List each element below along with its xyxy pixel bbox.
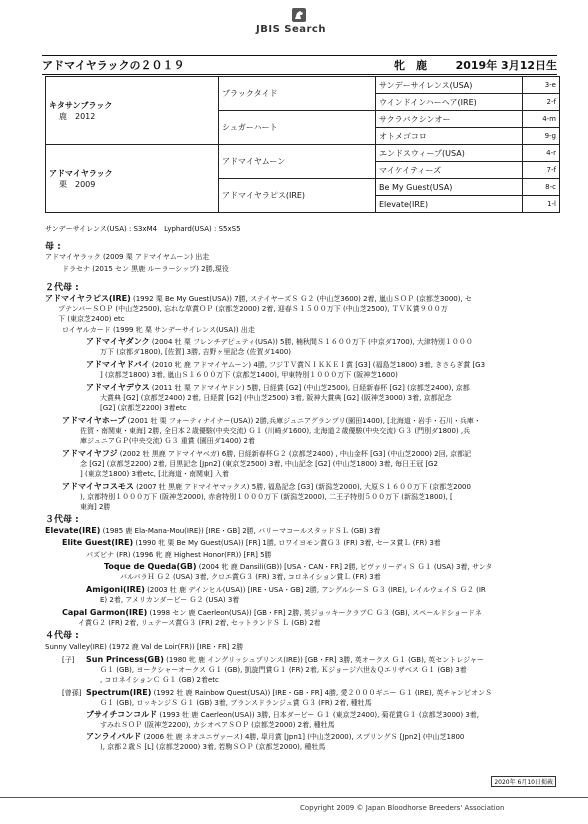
record-line: [86, 550, 272, 560]
record-text: ] (東京芝1800) 3着etc, [北海道・南関東] 入着: [80, 470, 229, 478]
record-text: (1993 牡 鹿 Caerleon(USA)) 3勝, 日本ダービー Ｇ１ (東京芝2400), 菊花賞Ｇ１ (京都芝3000) 3着,: [157, 711, 480, 719]
record-line: [100, 665, 467, 675]
record-text: (2004 牝 鹿 Dansili(GB)) [USA・CAN・FR] 2勝, ビヴァリーディＳ Ｇ１ (USA) 3着, サンタ: [196, 563, 493, 571]
record-text: すみれＳＯＰ (阪神芝2200), カシオペアＳＯＰ (京都芝2000) 2着, 種牡馬: [100, 721, 335, 729]
record-text: [曾孫]: [62, 689, 82, 697]
gen3-name[interactable]: マイケイティーズ: [376, 162, 523, 179]
dam-dam-cell[interactable]: アドマイヤラピス(IRE): [219, 179, 376, 213]
gen3-name[interactable]: サンデーサイレンス(USA): [376, 77, 523, 94]
record-line: [100, 393, 452, 403]
record-text: ), 京都特別１０００万下 (阪神芝2000), 赤倉特別１０００万下 (新潟芝2000), 二王子特別５００万下 (新潟芝1800), [: [80, 493, 453, 501]
gen3-name[interactable]: Elevate(IRE): [376, 196, 523, 213]
record-text: [G2] (京都芝2200) 3着etc: [100, 404, 187, 412]
record-line: [45, 252, 209, 262]
record-text: ドラセナ (2015 セン 黒鹿 ルーラーシップ) 2勝,現役: [62, 265, 229, 273]
record-text: 大賞典 [G2] (京都芝2400) 2着, 日経賞 [G2] (中山芝2500) 3着, 阪神大賞典 [G2] (阪神芝3000) 3着, 京都記念: [100, 394, 452, 402]
gen3-name[interactable]: Be My Guest(USA): [376, 179, 523, 196]
horse-name-link[interactable]: アドマイヤドバイ: [86, 360, 150, 369]
gen3-name[interactable]: ウインドインハーヘア(IRE): [376, 94, 523, 111]
record-text: (2001 牡 栗 フォーティナイナー(USA)) 2勝,兵庫ジュニアグランプリ(園田1400), [北海道・岩手・石川・兵庫・: [125, 417, 481, 425]
record-text: (1990 牝 栗 Be My Guest(USA)) [FR] 1勝, ロワイヨモン賞Ｇ３ (FR) 3着, セーヌ賞Ｌ (FR) 3着: [133, 539, 441, 547]
record-text: (2002 牡 黒鹿 アドマイヤベガ) 6勝, 日経新春杯Ｇ２ (京都芝2400) , 中山金杯 [G3] (中山芝2000) 2回, 京都記: [117, 450, 472, 458]
record-text: 佐賀・南関東・東海] 2勝, 全日本２歳優駿(中央交流) Ｇ１ (川崎ダ1600), 北海道２歳優駿(中央交流) Ｇ３ (門別ダ1800) ,兵: [80, 427, 471, 435]
record-text: (1985 鹿 Ela-Mana-Mou(IRE)) [IRE・GB] 2勝, バリーマコールスタッドＳＬ (GB) 3着: [100, 527, 381, 535]
pedigree-table: [45, 76, 560, 213]
inbreeding-cross: サンデーサイレンス(USA) : S3xM4 Lyphard(USA) : S5xS5: [45, 225, 241, 233]
sire-dam-cell[interactable]: シュガーハート: [219, 111, 376, 145]
horse-name-link[interactable]: ブサイチコンコルド: [86, 710, 158, 719]
record-line: [104, 562, 492, 572]
record-text: Ｇ１ (GB), ロッキンジＳ Ｇ１ (GB) 3着, ブランスドランジュ賞 Ｇ３ (FR) 2着, 種牡馬: [100, 699, 372, 707]
record-text: (2007 牡 黒鹿 アドマイヤマックス) 5勝, 福島記念 [G3] (新潟芝2000), 大原Ｓ１６００万下 (京都芝2000: [133, 483, 471, 491]
horse-name-link[interactable]: アドマイヤラピス(IRE): [45, 294, 131, 303]
record-text: (1992 牡 鹿 Rainbow Quest(USA)) [IRE・GB・FR] 4勝, 愛２０００ギニー Ｇ１ (IRE), 英チャンピオンＳ: [151, 689, 492, 697]
record-text: E) 2着, アメリカンダービー Ｇ２ (USA) 3着: [100, 596, 240, 604]
horse-name-link[interactable]: Capal Garmon(IRE): [62, 608, 148, 617]
page-header: [42, 55, 557, 75]
horse-name-link[interactable]: アドマイヤダンク: [86, 337, 150, 346]
record-line: [80, 459, 438, 469]
record-line: [100, 370, 398, 380]
record-line: [86, 585, 486, 595]
record-text: ] (京都芝1800) 3着, 嵐山Ｓ１６００万下 (京都芝1400), 甲東特別１０００万下 (阪神芝1600): [100, 371, 398, 379]
record-line: [100, 595, 239, 605]
family-number: 1-l: [523, 196, 560, 213]
sex-color: 牝 鹿: [394, 59, 427, 72]
horse-name-link[interactable]: アドマイヤデウス: [86, 383, 150, 392]
record-text: 念 [G2] (京都芝2200) 2着, 目黒記念 [Jpn2] (東京芝2500) 3着, 中山記念 [G2] (中山芝1800) 3着, 毎日王冠 [G2: [80, 460, 438, 468]
record-text: (2004 牡 栗 フレンチデピュティ(USA)) 5勝, 楠秋間Ｓ１６００万下 (中京ダ1700), 大津特別１０００: [149, 338, 473, 346]
section-third-dam: ３代母 :: [45, 515, 79, 525]
record-text: (1998 セン 鹿 Caerleon(USA)) [GB・FR] 2勝, 英ジョッキークラブＣ Ｇ３ (GB), スペールドショードネ: [147, 609, 482, 617]
record-line: [86, 655, 484, 665]
section-second-dam: ２代母 :: [45, 283, 79, 293]
horse-name-link[interactable]: Elevate(IRE): [45, 526, 101, 535]
record-line: [62, 608, 482, 618]
footer-divider: [0, 797, 588, 798]
record-text: パズビナ (FR) (1996 牝 鹿 Highest Honor(FR)) [FR] 5勝: [86, 551, 272, 559]
record-line: [62, 655, 74, 665]
section-dam: 母 :: [45, 242, 61, 252]
record-line: [62, 449, 471, 459]
family-number: 4-m: [523, 111, 560, 128]
horse-name-link[interactable]: アンライバルド: [86, 732, 142, 741]
sire-info: 鹿 2012: [59, 111, 96, 121]
record-line: [62, 538, 441, 548]
jbis-logo[interactable]: [256, 6, 336, 40]
record-line: [86, 732, 464, 742]
record-text: (2006 牡 鹿 ネオユニヴァース) 4勝, 皐月賞 [Jpn1] (中山芝2000), スプリングＳ [Jpn2] (中山芝1800: [141, 733, 465, 741]
sire-sire-cell[interactable]: ブラックタイド: [219, 77, 376, 111]
horse-name-link[interactable]: Spectrum(IRE): [86, 688, 152, 697]
record-text: Sunny Valley(IRE) (1972 鹿 Val de Loir(FR)) [IRE・FR] 2勝: [45, 643, 244, 651]
record-text: ロイヤルカード (1999 牝 栗 サンデーサイレンス(USA)) 出走: [62, 326, 255, 334]
record-text: 東海] 2勝: [80, 503, 111, 511]
record-line: [100, 347, 291, 357]
birth-date: 2019年 3月12日生: [455, 59, 557, 72]
record-line: [62, 416, 481, 426]
family-number: 9-g: [523, 128, 560, 145]
horse-name-link[interactable]: Amigoni(IRE): [86, 585, 145, 594]
record-line: [80, 469, 229, 479]
date-stamp: 2020年 6月10日掲載: [491, 776, 556, 787]
record-line: [100, 742, 325, 752]
horse-name-link[interactable]: Toque de Queda(GB): [104, 562, 197, 571]
record-text: プテンバーＳＯＰ (中山芝2500), 忘れな草賞ＯＰ (京都芝2000) 2着, 迎春Ｓ１５００万下 (中山芝2500), ＴＶＫ賞９００万: [58, 305, 448, 313]
horse-name-link[interactable]: アドマイヤフジ: [62, 449, 118, 458]
dam-name: アドマイヤラック: [49, 168, 113, 178]
record-line: [80, 502, 110, 512]
record-text: (2003 牡 鹿 デインヒル(USA)) [IRE・USA・GB] 2勝, アングルシーＳ Ｇ３ (IRE), レイルウェイＳ Ｇ２ (IR: [144, 586, 486, 594]
record-line: [100, 698, 372, 708]
record-line: [58, 314, 125, 324]
record-line: [86, 383, 470, 393]
record-line: [80, 436, 255, 446]
section-fourth-dam: ４代母 :: [45, 631, 79, 641]
record-text: (2010 牝 鹿 アドマイヤムーン) 4勝, フジＴＶ賞ＮＩＫＫＥＩ賞 [G3] (福島芝1800) 3着, きさらぎ賞 [G3: [149, 361, 486, 369]
gen3-name[interactable]: エンドスウィープ(USA): [376, 145, 523, 162]
record-line: [100, 403, 186, 413]
record-text: 庫ジュニアＧＰ(中央交流) Ｇ３ 重賞 (園田ダ1400) 2着: [80, 437, 255, 445]
horse-name-link[interactable]: Sun Princess(GB): [86, 655, 164, 664]
record-text: (1992 栗 Be My Guest(USA)) 7勝, ステイヤーズＳ Ｇ２ (中山芝3600) 2着, 嵐山ＳＯＰ (京都芝3000), セ: [130, 295, 472, 303]
record-line: [62, 482, 471, 492]
horse-icon: [290, 6, 308, 24]
record-line: [62, 688, 81, 698]
record-text: [子]: [62, 656, 75, 664]
family-number: 7-f: [523, 162, 560, 179]
family-number: 3-e: [523, 77, 560, 94]
record-text: ), 京都２歳Ｓ [L] (京都芝2000) 3着, 若駒ＳＯＰ (京都芝2000), 種牡馬: [100, 743, 326, 751]
record-line: [120, 572, 381, 582]
copyright: Copyright 2009 © Japan Bloodhorse Breeders' Association: [300, 804, 505, 812]
record-text: (2011 牡 栗 アドマイヤドン) 5勝, 日経賞 [G2] (中山芝2500), 日経新春杯 [G2] (京都芝2400), 京都: [149, 384, 470, 392]
record-line: [58, 304, 448, 314]
gen3-name[interactable]: オトメゴコロ: [376, 128, 523, 145]
family-number: 8-c: [523, 179, 560, 196]
record-text: イ賞Ｇ２ (FR) 2着, リュテース賞Ｇ３ (FR) 2着, セットランドＳ Ｌ (GB) 2着: [78, 619, 321, 627]
record-text: 万下 (京都ダ1800), [佐賀] 3勝, 吉野ヶ里記念 (佐賀ダ1400): [100, 348, 292, 356]
record-line: [86, 688, 492, 698]
record-text: 下 (東京芝2400) etc: [58, 315, 125, 323]
record-line: [86, 337, 473, 347]
dam-sire-cell[interactable]: アドマイヤムーン: [219, 145, 376, 179]
record-line: [100, 720, 335, 730]
record-line: [86, 710, 479, 720]
family-number: 4-r: [523, 145, 560, 162]
record-text: (1980 牝 鹿 イングリッシュプリンス(IRE)) [GB・FR] 3勝, 英オークス Ｇ１ (GB), 英セントレジャー: [163, 656, 484, 664]
horse-name-link[interactable]: Elite Guest(IRE): [62, 538, 134, 547]
record-line: [45, 642, 243, 652]
record-line: [62, 264, 229, 274]
record-text: Ｇ１ (GB), ヨークシャーオークス Ｇ１ (GB), 凱旋門賞Ｇ１ (FR) 2着, Ｋジョージ六世＆Ｑエリザベス Ｇ１ (GB) 3着: [100, 666, 467, 674]
dam-info: 栗 2009: [59, 179, 96, 189]
sire-cell[interactable]: [46, 77, 219, 145]
record-text: バルバラＨ Ｇ２ (USA) 3着, クロエ賞Ｇ３ (FR) 3着, コロネイション賞Ｌ (FR) 3着: [120, 573, 381, 581]
dam-cell[interactable]: [46, 145, 219, 213]
record-text: , コロネイションＣ Ｇ１ (GB) 2着etc: [100, 676, 219, 684]
family-number: 2-f: [523, 94, 560, 111]
record-line: [62, 325, 255, 335]
record-line: [80, 426, 470, 436]
record-line: [45, 526, 380, 536]
record-line: [45, 294, 472, 304]
record-line: [86, 360, 485, 370]
record-line: [100, 675, 219, 685]
gen3-name[interactable]: サクラバクシンオー: [376, 111, 523, 128]
record-line: [78, 618, 321, 628]
horse-name-link[interactable]: アドマイヤコスモス: [62, 482, 134, 491]
record-text: アドマイヤラック (2009 栗 アドマイヤムーン) 出走: [45, 253, 210, 261]
record-line: [80, 492, 453, 502]
logo-text: JBIS Search: [256, 24, 326, 35]
horse-name-link[interactable]: アドマイヤホープ: [62, 416, 126, 425]
sire-name: キタサンブラック: [49, 100, 113, 110]
page-title: アドマイヤラックの２０１９: [42, 59, 185, 72]
